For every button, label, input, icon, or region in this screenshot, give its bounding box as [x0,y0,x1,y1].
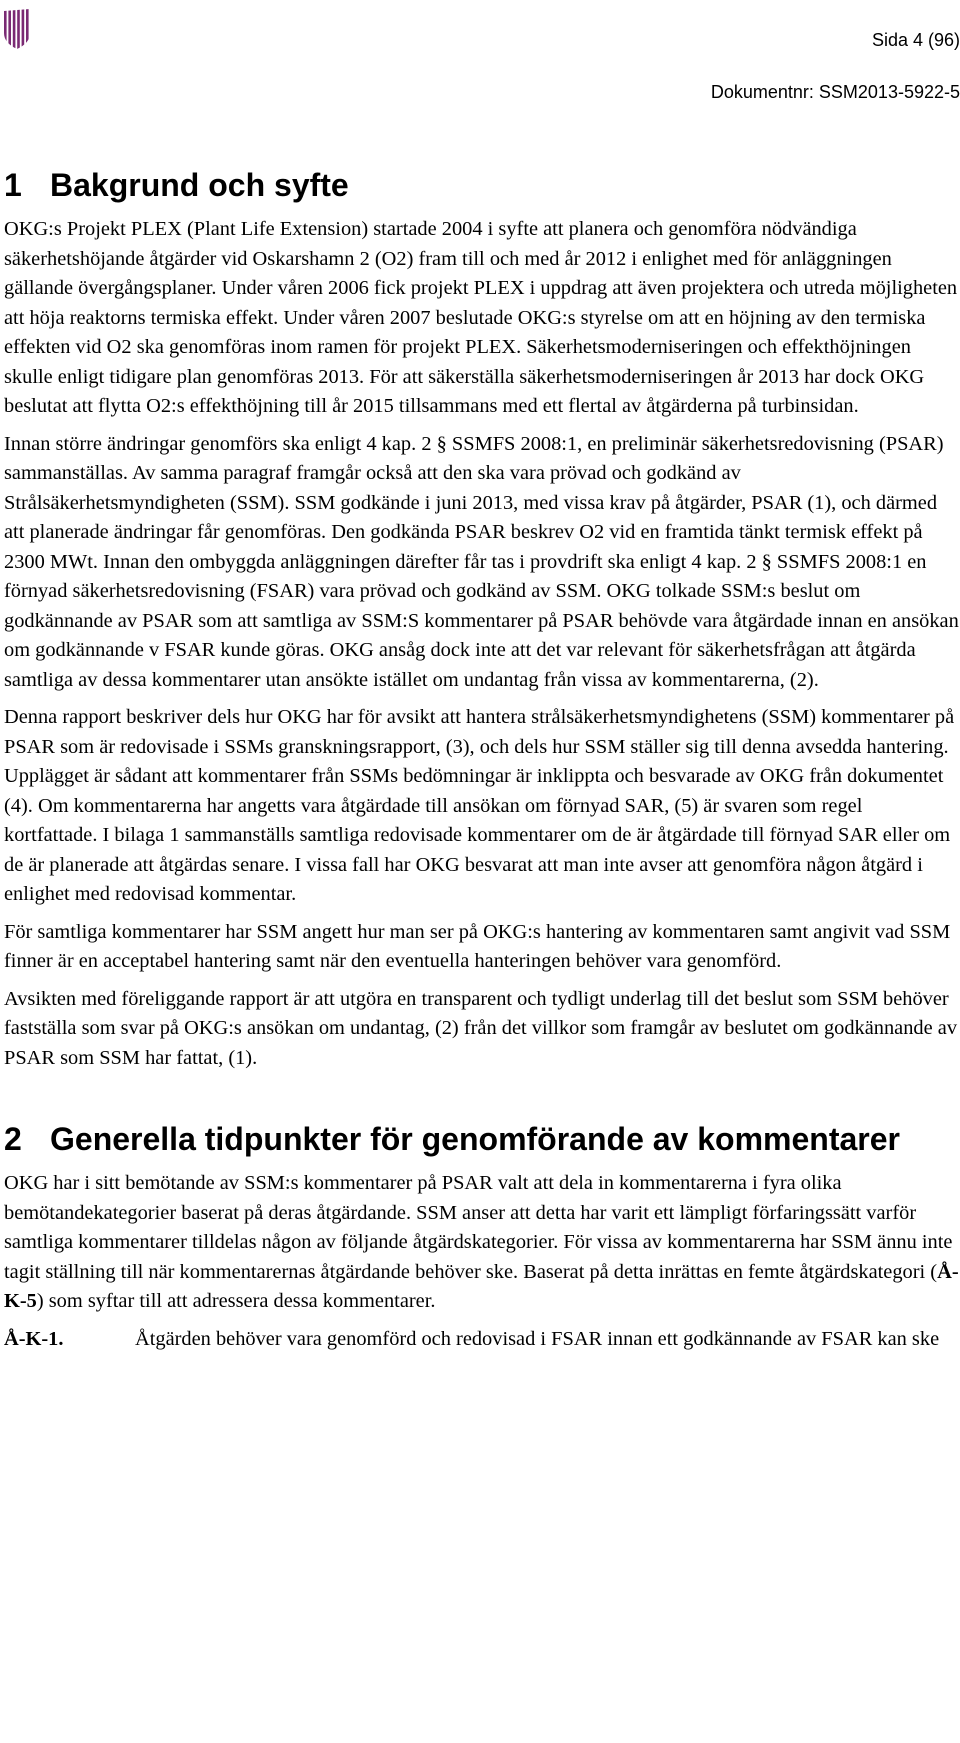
section-2-title: Generella tidpunkter för genomförande av kommentarer [50,1121,900,1157]
category-item-ak1 [4,1325,960,1355]
section-2-number: 2 [4,1121,22,1157]
section-1-paragraph-3: Denna rapport beskriver dels hur OKG har för avsikt att hantera strålsäkerhetsmyndighetens (SSM) kommentarer på PSAR som är redovisade i SSMs granskningsrapport, (3), och dels hur SSM ställer sig till denna avsedda hantering. Upplägget är sådant att kommentarer från SSMs bedömningar är inklippta och besvarade av OKG från dokumentet (4). Om kommentarerna har angetts vara åtgärdade till ansökan om förnyad SAR, (5) är svaren som regel kortfattade. I bilaga 1 sammanställs samtliga redovisade kommentarer om de är åtgärdade till förnyad SAR eller om de är planerade att åtgärdas senare. I vissa fall har OKG besvarat att man inte avser att genomföra någon åtgärd i enlighet med redovisad kommentar. [4,706,955,905]
vertical-stripes-shield-icon [4,9,30,49]
section-1-paragraph-2: Innan större ändringar genomförs ska enligt 4 kap. 2 § SSMFS 2008:1, en preliminär säkerhetsredovisning (PSAR) sammanställas. Av samma paragraf framgår också att den ska vara prövad och godkänd av Strålsäkerhetsmyndigheten (SSM). SSM godkände i juni 2013, med vissa krav på åtgärder, PSAR (1), och därmed att planerade ändringar får genomföras. Den godkända PSAR beskrev O2 vid en framtida tänkt termisk effekt på 2300 MWt. Innan den ombyggda anläggningen därefter får tas i provdrift ska enligt 4 kap. 2 § SSMFS 2008:1 en förnyad säkerhetsredovisning (FSAR) vara prövad och godkänd av SSM. OKG tolkade SSM:s beslut om godkännande av PSAR som att samtliga av SSM:S kommentarer på PSAR behövde vara åtgärdade innan en ansökan om godkännande v FSAR kunde göras. OKG ansåg dock inte att det var relevant för säkerhetsfrågan att åtgärda samtliga av dessa kommentarer utan ansökte istället om undantag från vissa av kommentarerna, (2). [4,432,959,691]
section-2-intro-text: OKG har i sitt bemötande av SSM:s kommentarer på PSAR valt att dela in kommentarerna i fyra olika bemötandekategorier baserat på deras åtgärdande. SSM anser att detta har varit ett lämpligt förfaringssätt varför samtliga kommentarer tilldelas någon av följande åtgärdskategorier. För vissa av kommentarerna har SSM ännu inte tagit ställning till när kommentarernas åtgärdande behöver ske. Baserat på detta inrättas en femte åtgärdskategori ( [4,1172,953,1283]
section-2-intro-end: ) som syftar till att adressera dessa kommentarer. [36,1290,436,1312]
page-number: Sida 4 (96) [871,30,960,50]
section-2-paragraph-1 [4,1169,960,1317]
section-1-paragraph-5: Avsikten med föreliggande rapport är att utgöra en transparent och tydligt underlag till det beslut som SSM behöver fastställa som svar på OKG:s ansökan om undantag, (2) från det villkor som framgår av beslutet om godkännande av PSAR som SSM har fattat, (1). [4,987,958,1069]
section-1-title: Bakgrund och syfte [50,167,349,203]
section-1-paragraph-4: För samtliga kommentarer har SSM angett hur man ser på OKG:s hantering av kommentaren samt angivit vad SSM finner är en acceptabel hantering samt när den eventuella hanteringen behöver vara genomförd. [4,920,951,972]
category-ak5-ref: Å-K-5 [4,1260,959,1312]
section-2-heading [4,1119,960,1159]
section-1-paragraph-1: OKG:s Projekt PLEX (Plant Life Extension) startade 2004 i syfte att planera och genomföra nödvändiga säkerhetshöjande åtgärder vid Oskarshamn 2 (O2) fram till och med år 2012 i enlighet med för anläggningen gällande övergångsplaner. Under våren 2006 fick projekt PLEX i uppdrag att även projektera och utreda möjligheten att höja reaktorns termiska effekt. Under våren 2007 beslutade OKG:s styrelse om att en höjning av den termiska effekten vid O2 ska genomföras inom ramen för projekt PLEX. Säkerhetsmoderniseringen och effekthöjningen skulle enligt tidigare plan genomföras 2013. För att säkerställa säkerhetsmoderniseringen år 2013 har dock OKG beslutat att flytta O2:s effekthöjning till år 2015 tillsammans med ett flertal av åtgärderna på turbinsidan. [4,218,958,417]
document-body [4,165,960,1354]
document-number: Dokumentnr: SSM2013-5922-5 [710,82,960,102]
category-label: Å-K-1. [4,1327,64,1350]
section-1-heading [4,165,960,205]
category-description: Åtgärden behöver vara genomförd och redovisad i FSAR innan ett godkännande av FSAR kan ske [135,1327,940,1350]
section-1-number: 1 [4,167,22,203]
